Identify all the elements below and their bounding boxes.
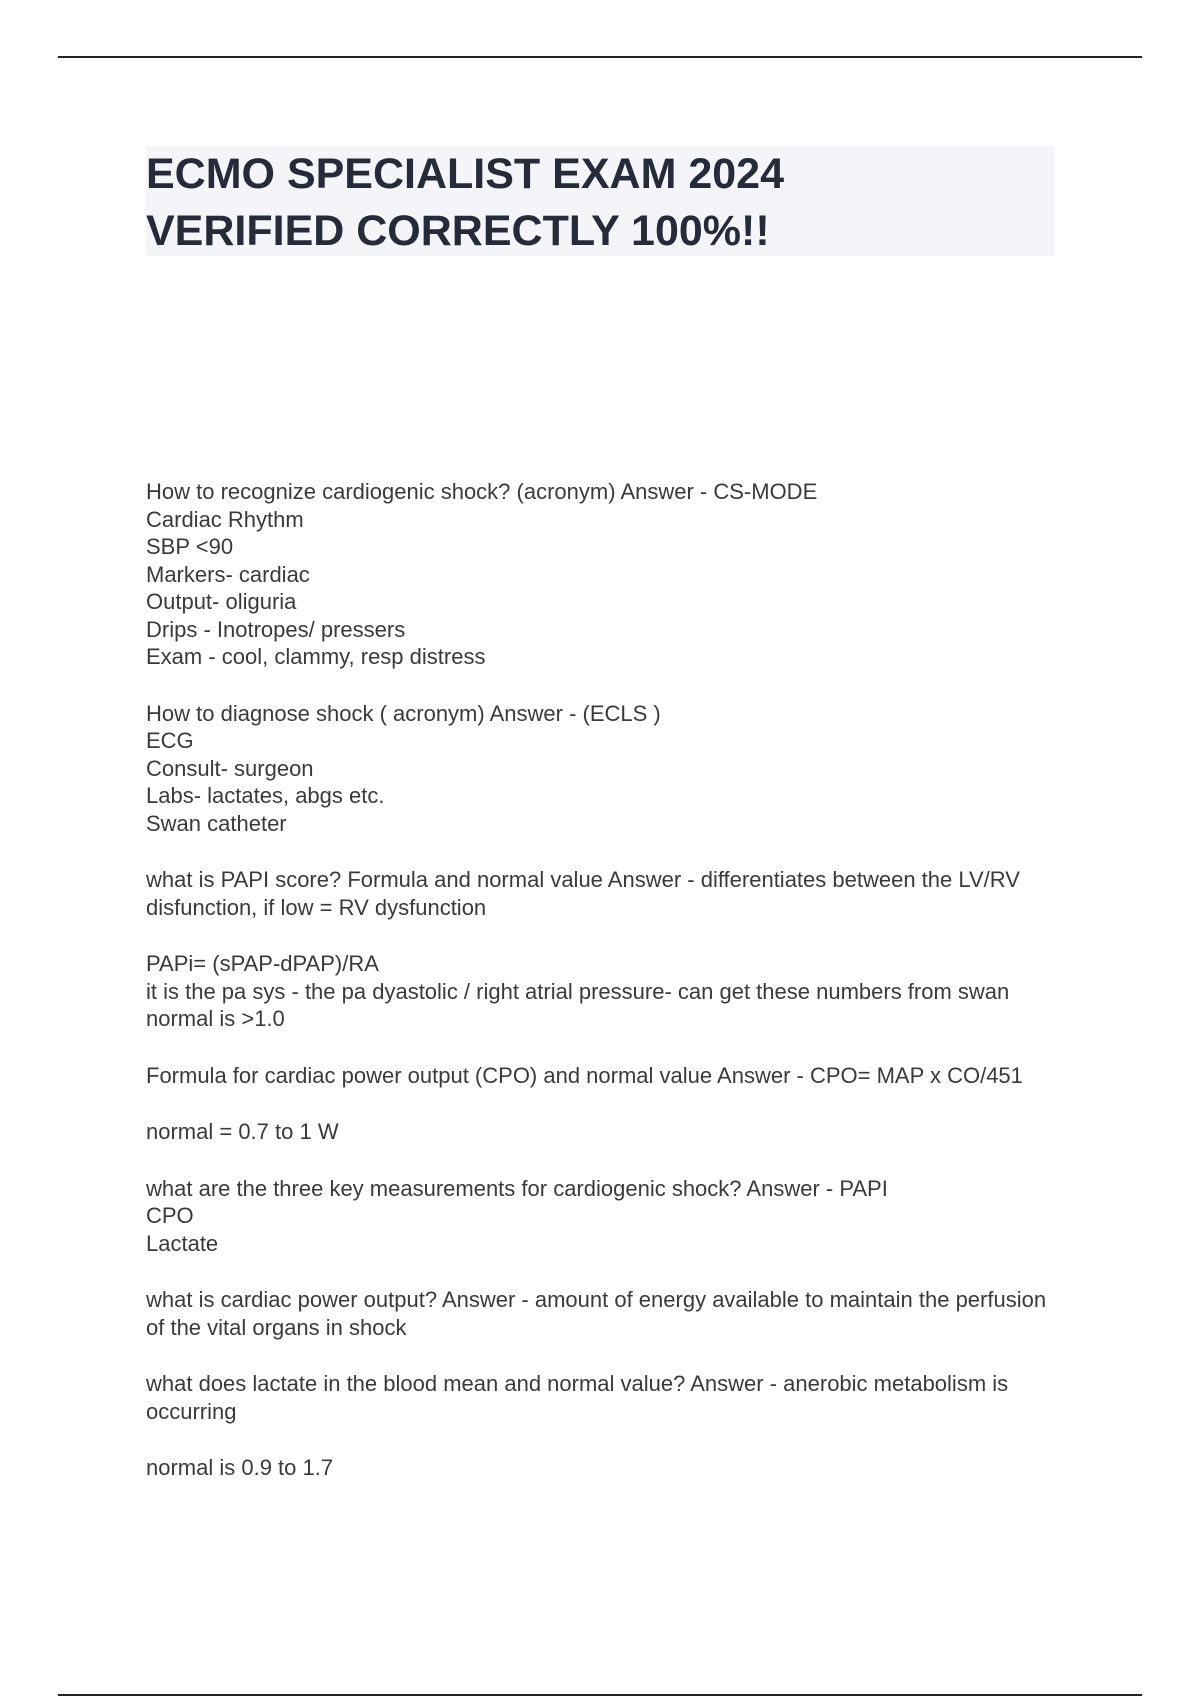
qa-paragraph: what is PAPI score? Formula and normal value Answer - differentiates between the LV/RV disfunction, if low = RV dysfunction — [146, 867, 1020, 920]
paragraph-gap — [146, 1089, 1066, 1118]
qa-line: Swan catheter — [146, 810, 287, 836]
qa-item-papi-score — [146, 866, 1066, 1033]
qa-item-cardiac-power-output — [146, 1286, 1066, 1341]
qa-item-shock-diagnosis — [146, 700, 1066, 838]
qa-line: Lactate — [146, 1230, 219, 1256]
qa-line: Consult- surgeon — [146, 755, 314, 781]
qa-line: SBP <90 — [146, 534, 234, 559]
document-title-line-1: ECMO SPECIALIST EXAM 2024 — [146, 150, 784, 198]
qa-line: normal is 0.9 to 1.7 — [146, 1455, 334, 1480]
qa-paragraph: it is the pa sys - the pa dyastolic / right atrial pressure- can get these numbers from swan — [146, 978, 1010, 1004]
qa-paragraph: Formula for cardiac power output (CPO) and normal value Answer - CPO= MAP x CO/451 — [146, 1062, 1023, 1088]
paragraph-gap — [146, 1425, 1066, 1454]
qa-content — [146, 478, 1066, 1511]
qa-line: How to diagnose shock ( acronym) Answer - (ECLS ) — [146, 700, 661, 726]
qa-line: CPO — [146, 1203, 194, 1228]
qa-line: normal is >1.0 — [146, 1006, 285, 1031]
qa-item-key-measurements — [146, 1175, 1066, 1258]
qa-line: what are the three key measurements for cardiogenic shock? Answer - PAPI — [146, 1175, 888, 1201]
qa-line: Labs- lactates, abgs etc. — [146, 783, 385, 808]
qa-paragraph: what does lactate in the blood mean and normal value? Answer - anerobic metabolism is occurring — [146, 1371, 1009, 1424]
qa-line: Output- oliguria — [146, 589, 297, 614]
qa-line: Cardiac Rhythm — [146, 506, 304, 532]
top-divider — [58, 56, 1142, 58]
qa-line: Markers- cardiac — [146, 561, 310, 587]
qa-paragraph: what is cardiac power output? Answer - amount of energy available to maintain the perfusion of the vital organs in shock — [146, 1287, 1047, 1340]
qa-line: How to recognize cardiogenic shock? (acronym) Answer - CS-MODE — [146, 479, 818, 504]
title-banner — [146, 146, 1054, 256]
qa-item-cardiogenic-shock-recognition — [146, 478, 1066, 671]
qa-item-cpo-formula — [146, 1062, 1066, 1146]
qa-line: normal = 0.7 to 1 W — [146, 1119, 339, 1144]
document-title-line-2: VERIFIED CORRECTLY 100%!! — [146, 207, 770, 255]
paragraph-gap — [146, 921, 1066, 950]
qa-line: PAPi= (sPAP-dPAP)/RA — [146, 951, 379, 976]
qa-line: ECG — [146, 728, 194, 753]
qa-line: Exam - cool, clammy, resp distress — [146, 644, 486, 669]
bottom-divider — [58, 1694, 1142, 1696]
qa-item-lactate — [146, 1370, 1066, 1482]
qa-line: Drips - Inotropes/ pressers — [146, 616, 406, 642]
